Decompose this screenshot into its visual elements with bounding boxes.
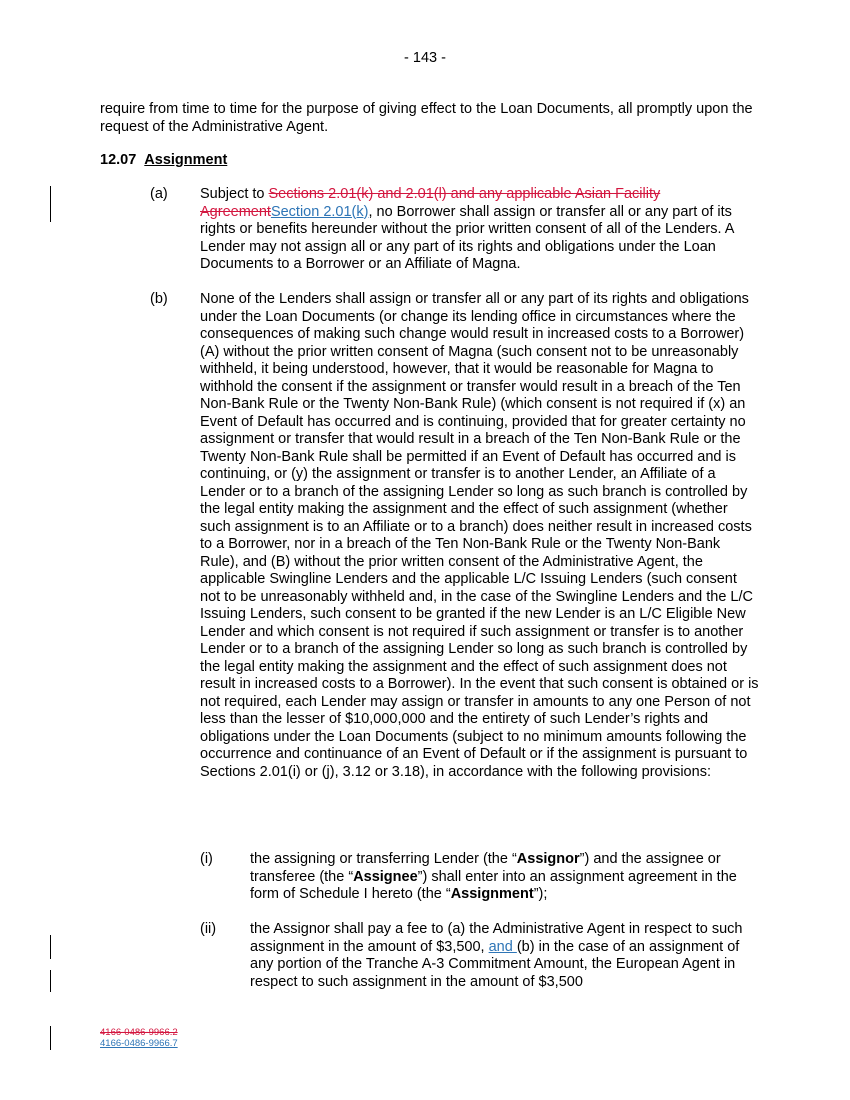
defined-term-assignee: Assignee: [353, 868, 418, 885]
paragraph-b: None of the Lenders shall assign or transfer all or any part of its rights and obligations under the Loan Documents (or change its lending office in circumstances where the consequences of making such change would result in increased costs to a Borrower) (A) without the prior written consent of Magna (such consent not to be unreasonably withheld, it being understood, however, that it would be reasonable for Magna to withhold the consent if the assignment or transfer would result in a breach of the Ten Non-Bank Rule or the Twenty Non-Bank Rule) (which consent is not required if (x) an Event of Default has occurred and is continuing, provided that for greater certainty no assignment or transfer that would result in a breach of the Ten Non-Bank Rule or the Twenty Non-Bank Rule shall be permitted if an Event of Default has occurred and is continuing, or (y) the assignment or transfer is to another Lender, an Affiliate of a Lender or to a branch of the assigning Lender so long as such branch is controlled by the legal entity making the assignment and the effect of such assignment (whether such assignment is to an Affiliate or to a branch) does neither result in increased costs to a Borrower, nor in a breach of the Ten Non-Bank Rule or the Twenty Non-Bank Rule), and (B) without the prior written consent of the Administrative Agent, the applicable Swingline Lenders and the applicable L/C Issuing Lenders (such consent not to be unreasonably withheld and, in the case of the Swingline Lenders and the L/C Issuing Lenders, such consent to be granted if the new Lender is an L/C Eligible New Lender and which consent is not required if such assignment or transfer is to another Lender or to a branch of the assigning Lender so long as such branch is controlled by the legal entity making the assignment and the effect of such assignment does not result in increased costs to a Borrower). In the event that such consent is obtained or is not required, each Lender may assign or transfer in amounts to any one Person of not less than the lesser of $10,000,000 and the entirety of such Lender’s rights and obligations under the Loan Documents (subject to no minimum amounts following the occurrence and continuance of an Event of Default or if the assignment is pursuant to Sections 2.01(i) or (j), 3.12 or 3.18), in accordance with the following provisions:: [200, 291, 759, 780]
document-id-footer: [100, 1027, 178, 1049]
defined-term-assignment: Assignment: [450, 886, 534, 902]
paragraph-i-text: ”);: [533, 886, 548, 902]
paragraph-i-text: the assigning or transferring Lender (the “: [250, 851, 517, 867]
section-heading: [100, 152, 227, 168]
change-bar: [50, 186, 51, 222]
change-bar: [50, 1026, 51, 1050]
paragraph-i-text: ”) and the assignee or transferee (the “: [250, 851, 721, 885]
deleted-text: Sections 2.01(k) and 2.01(l) and any applicable Asian Facility Agreement: [200, 186, 661, 220]
change-bar: [50, 935, 51, 959]
section-title: Assignment: [144, 152, 228, 168]
paragraph-ii-text-1: the Assignor shall pay a fee to (a) the Administrative Agent in respect to such assignment in the amount of $3,500,: [250, 921, 743, 955]
paragraph-label-ii: (ii): [200, 921, 217, 937]
change-bar: [50, 970, 51, 992]
paragraph-a: [200, 186, 760, 274]
section-number: 12.07: [100, 152, 137, 168]
inserted-text: and: [488, 938, 517, 955]
deleted-document-id: 4166-0486-9966.2: [100, 1027, 178, 1038]
paragraph-a-text-2: , no Borrower shall assign or transfer all or any part of its rights or benefits hereunder without the prior written consent of all of the Lenders. A Lender may not assign all or any part of its rights and obligations under the Loan Documents to a Borrower or an Affiliate of Magna.: [200, 203, 734, 272]
paragraph-i: [250, 851, 760, 904]
inserted-text: Section 2.01(k): [270, 203, 369, 220]
paragraph-ii: [250, 921, 760, 991]
paragraph-a-text-1: Subject to: [200, 186, 269, 202]
paragraph-i-text: ”) shall enter into an assignment agreement in the form of Schedule I hereto (the “: [250, 868, 737, 902]
paragraph-label-i: (i): [200, 851, 213, 867]
inserted-document-id: 4166-0486-9966.7: [100, 1038, 178, 1049]
defined-term-assignor: Assignor: [516, 851, 580, 867]
page-number: - 143 -: [404, 50, 446, 66]
intro-paragraph: require from time to time for the purpose of giving effect to the Loan Documents, all promptly upon the request of the Administrative Agent.: [100, 101, 753, 135]
paragraph-ii-text-2: (b) in the case of an assignment of any portion of the Tranche A-3 Commitment Amount, the European Agent in respect to such assignment in the amount of $3,500: [250, 938, 740, 990]
paragraph-label-b: (b): [150, 291, 168, 307]
paragraph-label-a: (a): [150, 186, 168, 202]
